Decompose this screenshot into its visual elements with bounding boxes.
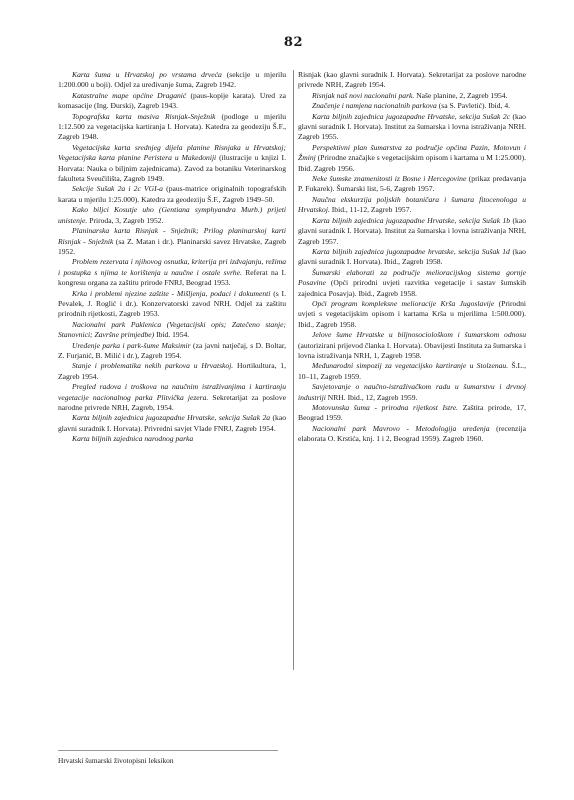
entry-title: Pregled radova i troškova na naučnim istraživanjima i kartiranju vegetacije nacionalnog parka Plitvička jezera. bbox=[58, 382, 286, 402]
bibliography-entry bbox=[58, 413, 286, 434]
bibliography-entry bbox=[58, 361, 286, 382]
bibliography-entry bbox=[298, 382, 526, 403]
entry-title: Kako biljci Kosutje uho (Gentiana symphyandra Murb.) prijeti unistenje. bbox=[58, 205, 286, 225]
bibliography-entry bbox=[58, 184, 286, 205]
entry-details: Š.L., 10–11, Zagreb 1959. bbox=[298, 361, 526, 381]
entry-details: (kao glavni suradnik I. Horvata). Ibid., Zagreb 1958. bbox=[298, 246, 526, 267]
entry-details: Referat na I. kongresu organa za zaštitu prirode FNRJ, Beograd 1953. bbox=[58, 267, 286, 288]
entry-details: (paus-kopije karata). Ured za komasacije (Ing. Đurski), Zagreb 1943. bbox=[58, 90, 286, 111]
entry-title: Topografska karta masiva Risnjak-Snježnik bbox=[72, 111, 216, 121]
entry-details: (kao glavni suradnik I. Horvata). Privredni savjet Vlade FNRJ, Zagreb 1954. bbox=[58, 413, 286, 433]
bibliography-entry bbox=[298, 91, 526, 101]
entry-details: NRH. Ibid., 12, Zagreb 1959. bbox=[325, 392, 418, 402]
bibliography-entry bbox=[298, 299, 526, 330]
bibliography-entry bbox=[58, 205, 286, 226]
entry-details: (za javni natječaj, s D. Boltar, Z. Furjanić, B. Milić i dr.), Zagreb 1954. bbox=[58, 340, 286, 360]
bibliography-entry bbox=[58, 341, 286, 362]
entry-title: Katastralne mape općine Draganić bbox=[72, 90, 187, 100]
entry-title: Sekcije Sušak 2a i 2c VGI-a bbox=[72, 184, 163, 194]
bibliography-entry bbox=[298, 247, 526, 268]
bibliography-entry bbox=[58, 226, 286, 257]
bibliography-entry bbox=[58, 434, 286, 444]
entry-title: Karta biljnih zajednica jugozapadne hrvatske, sekcija Sušak 1d bbox=[312, 246, 510, 256]
bibliography-entry bbox=[298, 70, 526, 91]
entry-title: Uređenje parka i park-šume Maksimir bbox=[72, 340, 191, 350]
entry-details: (ilustracije u knjizi I. Horvata: Nauka o biljnim zajednicama). Zavod za botaniku Veterinarskog fakulteta Sveučilišta, Zagreb 1949. bbox=[58, 153, 286, 184]
entry-title: Naučna ekskurzija poljskih botaničara i šumara fitocenologa u Hrvatskoj. bbox=[298, 194, 526, 215]
entry-title: Karta biljnih zajednica jugozapadne Hrvatske, sekcija Sušak 2c bbox=[312, 111, 511, 121]
entry-details: (recenzija elaborata O. Krstića, knj. 1 i 2, Beograd 1959). Zagreb 1960. bbox=[298, 423, 526, 444]
entry-title: Šumarski elaborati za područje melioracijskog sistema gornje Posavine bbox=[298, 267, 526, 288]
entry-title: Vegetacijska karta srednjeg dijela planine Risnjaka u Hrvatskoj; Vegetacijska karta planine Peristera u Makedoniji bbox=[58, 142, 286, 163]
bibliography-columns bbox=[58, 70, 526, 670]
bibliography-entry bbox=[298, 330, 526, 361]
bibliography-entry bbox=[298, 101, 526, 111]
bibliography-entry bbox=[58, 320, 286, 341]
entry-details: (sekcije u mjerilu 1:200.000 u boji). Odjel za uređivanje šuma, Zagreb 1942. bbox=[58, 70, 286, 90]
entry-details: (kao glavni suradnik I. Horvata). Institut za šumarska i lovna istraživanja NRH, Zagreb 1957. bbox=[298, 215, 526, 246]
bibliography-entry bbox=[58, 143, 286, 185]
entry-title: Značenje i namjena nacionalnih parkova bbox=[312, 101, 437, 111]
entry-details: Risnjak (kao glavni suradnik I. Horvata). Sekretarijat za poslove narodne privrede NRH, Zagreb 1954. bbox=[298, 70, 526, 90]
entry-title: Krka i problemi njezine zaštite - Mišljenja, podaci i dokumenti bbox=[72, 288, 271, 298]
bibliography-entry bbox=[58, 257, 286, 288]
bibliography-entry bbox=[58, 91, 286, 112]
bibliography-entry bbox=[58, 289, 286, 320]
bibliography-entry bbox=[298, 403, 526, 424]
bibliography-entry bbox=[298, 143, 526, 174]
right-column bbox=[293, 70, 526, 670]
entry-details: (Prirodne značajke s vegetacijskim opisom i kartama u M 1:25.000). Ibid. Zagreb 1956. bbox=[298, 153, 526, 173]
bibliography-entry bbox=[298, 112, 526, 143]
entry-title: Opći program kompleksne melioracije Krša Jugoslavije bbox=[312, 298, 495, 308]
entry-details: Naše planine, 2, Zagreb 1954. bbox=[414, 90, 508, 100]
entry-title: Neke šumske znamenitosti iz Bosne i Hercegovine bbox=[312, 174, 467, 184]
entry-title: Karta biljnih zajednica jugozapadne Hrvatske, sekcija Sušak 2a bbox=[72, 413, 271, 423]
entry-title: Nacionalni park Mavrovo - Metodologija uređenja bbox=[312, 423, 490, 433]
bibliography-entry bbox=[58, 382, 286, 413]
entry-details: Priroda, 3, Zagreb 1952. bbox=[87, 215, 164, 225]
bibliography-entry bbox=[298, 424, 526, 445]
entry-title: Problem rezervata i njihovog osnutka, kriterija pri izdvajanju, režima i postupka s njima te korištenja u naučne i ostale svrhe. bbox=[58, 257, 286, 277]
entry-details: Ibid., 11-12, Zagreb 1957. bbox=[329, 205, 412, 215]
bibliography-entry bbox=[298, 361, 526, 382]
entry-details: (autorizirani prijevod članka I. Horvata). Obavijesti Instituta za šumarska i lovna istraživanja NRH, 1, Zagreb 1958. bbox=[298, 340, 526, 360]
entry-title: Nacionalni park Paklenica (Vegetacijski opis; Zatečeno stanje; Stanovnici; Završne primjedbe) bbox=[58, 319, 286, 340]
entry-details: (prikaz predavanja P. Fukarek). Šumarski list, 5-6, Zagreb 1957. bbox=[298, 174, 526, 194]
entry-details: (s I. Pevalek, J. Roglić i dr.). Konzervatorski zavod NRH. Odjel za zaštitu prirodnih rijetkosti, Zagreb 1953. bbox=[58, 288, 286, 319]
entry-details: (podloge u mjerilu 1:12.500 za vegetacijska kartiranja I. Horvata). Katedra za geodeziju Š.F., Zagreb 1948. bbox=[58, 111, 286, 142]
footer-text: Hrvatski šumarski životopisni leksikon bbox=[58, 756, 174, 765]
entry-title: Risnjak naš novi nacionalni park. bbox=[312, 90, 415, 100]
entry-details: (sa S. Pavletić). Ibid, 4. bbox=[436, 101, 511, 111]
entry-details: (paus-matrice originalnih topografskih karata u mjerilu 1:25.000). Katedra za geodeziju Š.F., Zagreb 1949–50. bbox=[58, 184, 286, 204]
entry-details: Hortikultura, 1, Zagreb 1954. bbox=[58, 361, 286, 381]
left-column bbox=[58, 70, 286, 670]
entry-title: Savjetovanje o naučno-istraživačkom radu u šumarstvu i drvnoj industriji bbox=[298, 382, 526, 402]
entry-title: Karta biljnih zajednica narodnog parka bbox=[72, 434, 194, 444]
bibliography-entry bbox=[58, 70, 286, 91]
bibliography-entry bbox=[298, 174, 526, 195]
entry-title: Jelove šume Hrvatske u biljnosociološkom i šumarskom odnosu bbox=[312, 330, 526, 340]
bibliography-entry bbox=[298, 216, 526, 247]
entry-details: (Prirodni uvjeti s vegetacijskim opisom i kartama Krša u mjerilima 1:500.000). Ibid., Zagreb 1958. bbox=[298, 298, 526, 329]
entry-title: Stanje i problematika nekih parkova u Hrvatskoj. bbox=[72, 361, 234, 371]
entry-title: Karta biljnih zajednica jugozapadne Hrvatske, sekcija Sušak 1b bbox=[312, 215, 511, 225]
footer-rule bbox=[58, 750, 278, 751]
entry-title: Motovunska šuma - prirodna rijetkost Istre. bbox=[312, 403, 459, 412]
entry-details: (kao glavni suradnik I. Horvata). Institut za šumarska i lovna istraživanja NRH. Zagreb 1955. bbox=[298, 111, 526, 142]
bibliography-entry bbox=[298, 195, 526, 216]
entry-title: Karta šuma u Hrvatskoj po vrstama drveća bbox=[72, 70, 222, 79]
entry-details: (sa Z. Matan i dr.). Planinarski savez Hrvatske, Zagreb 1952. bbox=[58, 236, 286, 256]
entry-details: Sekretarijat za poslove narodne privrede NRH, Zagreb, 1954. bbox=[58, 392, 287, 412]
entry-details: Ibid. 1954. bbox=[154, 330, 190, 340]
entry-title: Perspektivni plan šumarstva za područje općina Pazin, Motovun i Žminj bbox=[298, 142, 526, 163]
bibliography-entry bbox=[58, 112, 286, 143]
entry-title: Planinarska karta Risnjak - Snježnik; Prilog planinarskoj karti Risnjak - Snježnik bbox=[58, 226, 286, 246]
entry-details: Zaštita prirode, 17, Beograd 1959. bbox=[298, 403, 526, 423]
bibliography-entry bbox=[298, 268, 526, 299]
entry-details: (Opći prirodni uvjeti razvitka vegetacije i sastav šumskih zajednica Posavja). Ibid., Zagreb 1958. bbox=[298, 278, 526, 298]
entry-title: Međunarodni simpozij za vegetacijsko kartiranje u Stolzenau. bbox=[312, 361, 509, 371]
